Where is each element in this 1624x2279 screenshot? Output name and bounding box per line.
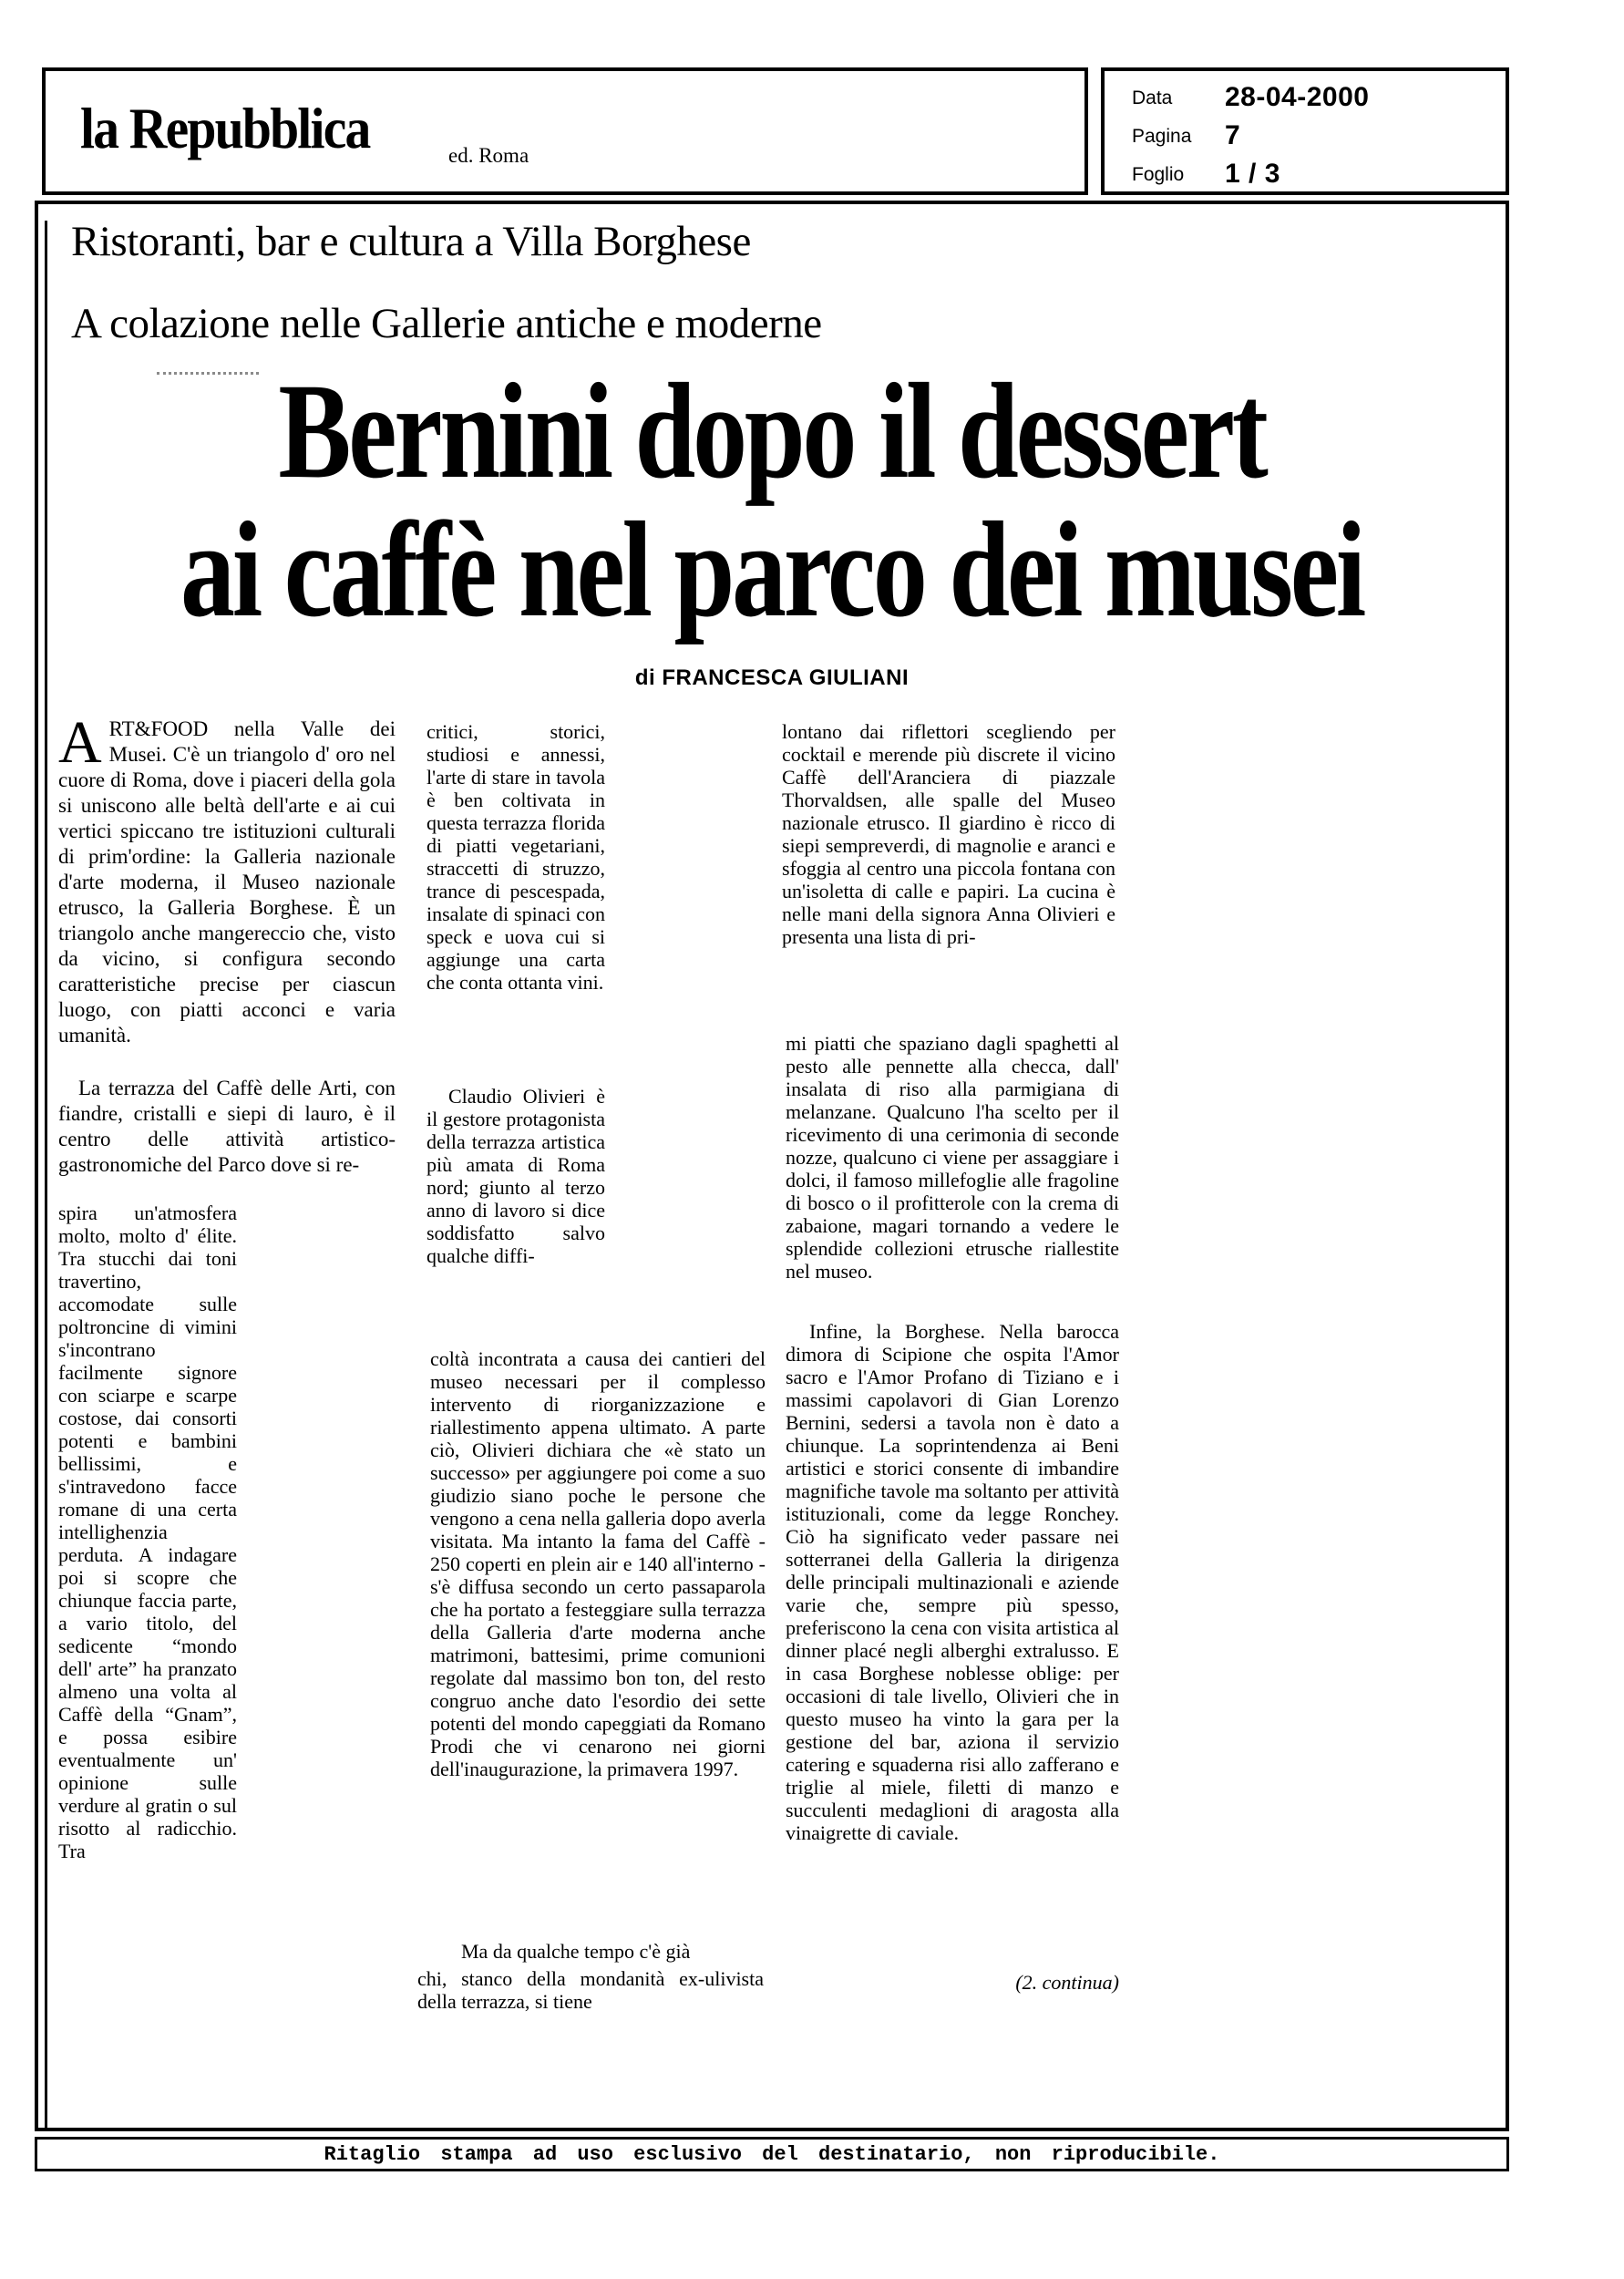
meta-value-pagina: 7 — [1225, 120, 1241, 150]
newspaper-logo: la Repubblica — [80, 96, 370, 160]
kicker-line-2: A colazione nelle Gallerie antiche e moderne — [71, 300, 822, 347]
meta-label-data: Data — [1132, 88, 1173, 108]
clipping-edge-line — [45, 221, 47, 2128]
meta-row-data — [1132, 82, 1369, 113]
continuation-note: (2. continua) — [1015, 1971, 1119, 1994]
body-col2-paragraph-2: Claudio Olivieri è il gestore protagonista della terrazza artistica più amata di Roma nord; giunto al terzo anno di lavoro si dice soddisfatto salvo qualche diffi- — [427, 1085, 605, 1267]
body-col3-paragraph-3: Infine, la Borghese. Nella barocca dimora di Scipione che ospita l'Amor sacro e l'Amor Profano di Tiziano e i massimi capolavori di Gian Lorenzo Bernini, sedersi a tavola non è dato a chiunque. La soprintendenza ai Beni artistici e storici consente di imbandire magnifiche tavole ma soltanto per attività istituzionali, come da legge Ronchey. Ciò ha significato veder passare nei sotterranei della Galleria la dirigenza delle principali multinazionali e aziende varie che, sempre più spesso, preferiscono la cena con visita artistica al dinner placé negli alberghi extralusso. E in casa Borghese noblesse oblige: per occasioni di tale livello, Olivieri che in questo museo ha vinto la gara per la gestione del bar, aziona il servizio catering e squaderna risi allo zafferano e triglie al miele, filetti di manzo e succulenti medaglioni di aragosta alla vinaigrette di caviale. — [786, 1320, 1119, 1844]
body-col1-paragraph-3: spira un'atmosfera molto, molto d' élite. Tra stucchi dai toni travertino, accomodate sulle poltroncine di vimini s'incontrano facilmente signore con sciarpe e scarpe costose, dai consorti potenti e bambini bellissimi, e s'intravedono facce romane di una certa intellighenzia perduta. A indagare poi si scopre che chiunque faccia parte, a vario titolo, del sedicente “mondo dell' arte” ha pranzato almeno una volta al Caffè della “Gnam”, e possa esibire eventualmente un' opinione sulle verdure al gratin o sul risotto al radicchio. Tra — [58, 1201, 237, 1862]
body-col1-paragraph-2: La terrazza del Caffè delle Arti, con fiandre, cristalli e siepi di lauro, è il centro delle attività artistico-gastronomiche del Parco dove si re- — [58, 1077, 396, 1176]
body-col1-paragraph-1 — [58, 709, 396, 1048]
meta-row-foglio — [1132, 159, 1280, 190]
body-col3-paragraph-2: mi piatti che spaziano dagli spaghetti al pesto alle pennette alla checca, dall' insalata di riso alla parmigiana di melanzane. Qualcuno l'ha scelto per il ricevimento di una cerimonia di seconde nozze, qualcuno ci viene per assaggiare i dolci, il famoso millefoglie alle fragoline di bosco o il profitterole con la crema di zabaione, magari tornando a vedere le splendide collezioni etrusche riallestite nel museo. — [786, 1032, 1119, 1283]
headline-line-2: ai caffè nel parco dei musei — [180, 494, 1363, 645]
kicker-line-1: Ristoranti, bar e cultura a Villa Borghese — [71, 218, 751, 265]
byline: di FRANCESCA GIULIANI — [634, 665, 910, 690]
body-col2-paragraph-4: Ma da qualche tempo c'è già — [461, 1940, 691, 1963]
footer-strip — [35, 2137, 1509, 2171]
body-col3-paragraph-1: lontano dai riflettori scegliendo per cocktail e merende più discrete il vicino Caffè dell'Aranciera di piazzale Thorvaldsen, alle spalle del Museo nazionale etrusco. Il giardino è ricco di siepi sempreverdi, di magnolie e aranci e sfoggia al centro una piccola fontana con un'isoletta di calle e papiri. La cucina è nelle mani della signora Anna Olivieri e presenta una lista di pri- — [782, 720, 1115, 948]
meta-label-pagina: Pagina — [1132, 126, 1192, 147]
meta-value-data: 28-04-2000 — [1225, 82, 1370, 112]
masthead-box — [42, 67, 1088, 195]
edition-label: ed. Roma — [448, 144, 529, 167]
drop-cap: A — [58, 709, 102, 776]
meta-value-foglio: 1 / 3 — [1225, 159, 1280, 189]
headline-line-1: Bernini dopo il dessert — [278, 356, 1266, 507]
body-col2-paragraph-5: chi, stanco della mondanità ex-ulivista della terrazza, si tiene — [417, 1967, 764, 2013]
body-text: RT&FOOD nella Valle dei Musei. C'è un triangolo d' oro nel cuore di Roma, dove i piaceri della gola si uniscono alle beltà dell'arte e ai cui vertici spiccano tre istituzioni culturali di prim'ordine: la Galleria nazionale d'arte moderna, il Museo nazionale etrusco, la Galleria Borghese. È un triangolo anche mangereccio che, visto da vicino, si configura secondo caratteristiche precise per ciascun luogo, con piatti acconci e varia umanità. — [58, 717, 396, 1047]
meta-label-foglio: Foglio — [1132, 164, 1185, 185]
footer-notice: Ritaglio stampa ad uso esclusivo del destinatario, non riproducibile. — [324, 2142, 1220, 2166]
clipping-meta-box — [1101, 67, 1509, 195]
meta-row-pagina — [1132, 120, 1240, 151]
body-col2-paragraph-1: critici, storici, studiosi e annessi, l'arte di stare in tavola è ben coltivata in questa terrazza florida di piatti vegetariani, straccetti di struzzo, trance di pescespada, insalate di spinaci con speck e uova cui si aggiunge una carta che conta ottanta vini. — [427, 720, 605, 994]
body-col2-paragraph-3: coltà incontrata a causa dei cantieri del museo necessari per il complesso intervento di riorganizzazione e riallestimento appena ultimato. A parte ciò, Olivieri dichiara che «è stato un successo» per aggiungere poi come a suo giudizio siano poche le persone che vengono a cena nella galleria dopo averla visitata. Ma intanto la fama del Caffè - 250 coperti en plein air e 140 all'interno - s'è diffusa secondo un certo passaparola che ha portato a festeggiare sulla terrazza della Galleria d'arte moderna anche matrimoni, battesimi, prime comunioni regolate dal massimo bon ton, del resto congruo anche dato l'esordio dei sette potenti del mondo capeggiati da Romano Prodi che vi cenarono nei giorni dell'inaugurazione, la primavera 1997. — [430, 1347, 766, 1780]
